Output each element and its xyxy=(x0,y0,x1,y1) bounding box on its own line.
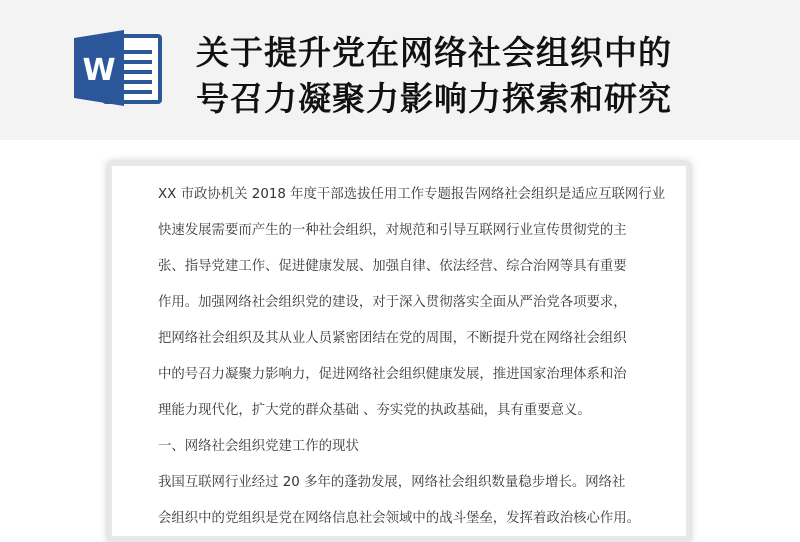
body-line: 作用。加强网络社会组织党的建设，对于深入贯彻落实全面从严治党各项要求， xyxy=(158,295,627,310)
body-line: 我国互联网行业经过 20 多年的蓬勃发展，网络社会组织数量稳步增长。网络社 xyxy=(158,475,626,490)
body-line: 把网络社会组织及其从业人员紧密团结在党的周围，不断提升党在网络社会组织 xyxy=(158,331,627,346)
page-title xyxy=(196,30,796,122)
title-line-2: 号召力凝聚力影响力探索和研究 xyxy=(196,79,672,118)
body-line: 中的号召力凝聚力影响力，促进网络社会组织健康发展，推进国家治理体系和治 xyxy=(158,367,627,382)
body-line: 快速发展需要而产生的一种社会组织，对规范和引导互联网行业宣传贯彻党的主 xyxy=(158,223,627,238)
document-page xyxy=(112,166,686,536)
section-heading: 一、网络社会组织党建工作的现状 xyxy=(158,439,359,454)
body-line: 张、指导党建工作、促进健康发展、加强自律、依法经营、综合治网等具有重要 xyxy=(158,259,627,274)
body-line: XX 市政协机关 2018 年度干部选拔任用工作专题报告网络社会组织是适应互联网行业 xyxy=(158,187,666,202)
body-line: 理能力现代化，扩大党的群众基础 、夯实党的执政基础，具有重要意义。 xyxy=(158,403,591,418)
body-line: 会组织中的党组织是党在网络信息社会领域中的战斗堡垒，发挥着政治核心作用。 xyxy=(158,511,641,526)
title-line-1: 关于提升党在网络社会组织中的 xyxy=(196,33,672,72)
header-banner xyxy=(0,0,800,140)
word-icon-letter: W xyxy=(82,53,116,88)
word-document-icon xyxy=(74,28,164,108)
